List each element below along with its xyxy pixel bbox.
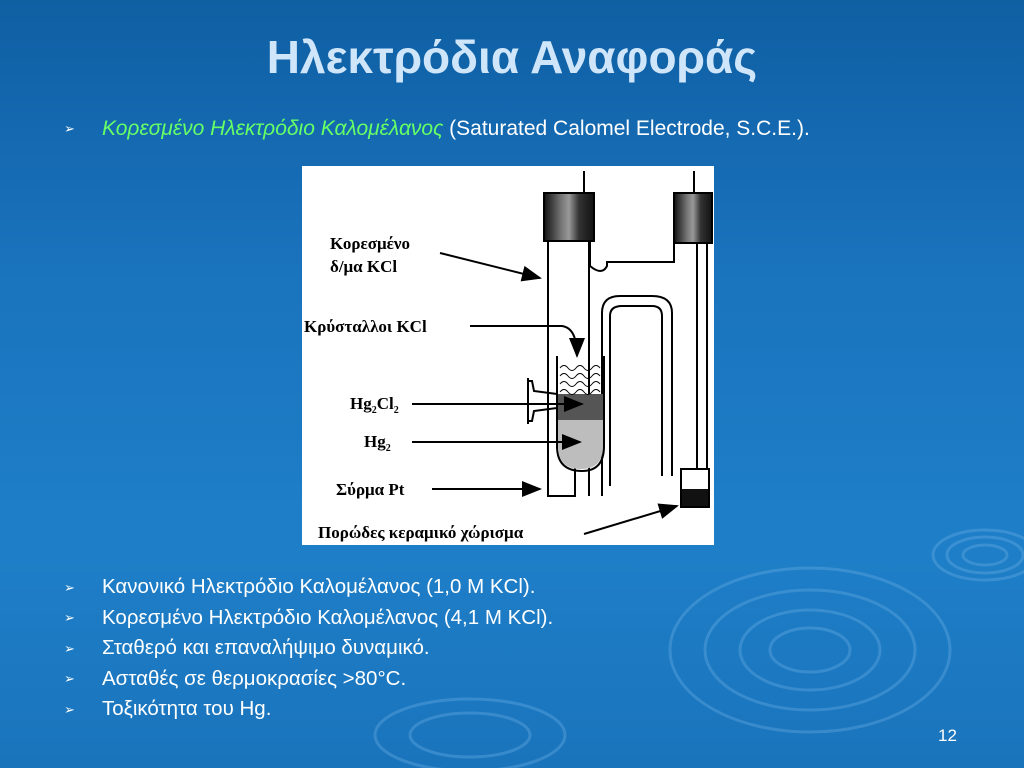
hg-layer (558, 420, 603, 469)
kcl-crystals (560, 366, 600, 395)
hg2cl2-layer (558, 394, 603, 420)
label-hg2cl2: $Hg_2Cl_2$ (350, 394, 399, 416)
bullet-arrow-icon: ➢ (64, 579, 75, 595)
electrode-diagram (302, 166, 714, 545)
label-saturated-1: Κορεσμένο (330, 234, 411, 253)
bullet-arrow-icon: ➢ (64, 671, 75, 687)
arrow-crystals (470, 326, 577, 356)
intro-plain-text: (Saturated Calomel Electrode, S.C.E.). (443, 117, 810, 140)
page-number: 12 (938, 726, 957, 745)
label-porous: Πορώδες κεραμικό χώρισμα (318, 523, 524, 542)
bullet-arrow-icon: ➢ (64, 610, 75, 626)
list-item: ➢ Ασταθές σε θερμοκρασίες >80°C. (64, 666, 407, 690)
intro-bullet (64, 117, 810, 141)
arrow-saturated (440, 253, 540, 278)
slide-title: Ηλεκτρόδια Αναφοράς (266, 31, 758, 83)
label-crystals: Κρύσταλλοι KCl (304, 317, 427, 336)
arrow-porous (584, 506, 677, 534)
label-saturated-2: δ/μα KCl (330, 257, 398, 276)
calomel-electrode-figure (302, 166, 714, 545)
bullet-list (64, 575, 553, 728)
label-pt-wire: Σύρμα Pt (336, 480, 405, 499)
bullet-arrow-icon: ➢ (64, 640, 75, 656)
label-hg2: $Hg_2$ (364, 432, 391, 454)
right-cap (674, 193, 712, 243)
list-item: ➢ Κανονικό Ηλεκτρόδιο Καλομέλανος (1,0 M KCl). (64, 575, 536, 598)
intro-italic-text: Κορεσμένο Ηλεκτρόδιο Καλομέλανος (102, 117, 444, 140)
list-item: ➢ Τοξικότητα του Hg. (64, 697, 272, 720)
bullet-arrow-icon: ➢ (64, 121, 75, 137)
list-item: ➢ Σταθερό και επαναλήψιμο δυναμικό. (64, 636, 430, 659)
list-item: ➢ Κορεσμένο Ηλεκτρόδιο Καλομέλανος (4,1 M KCl). (64, 605, 554, 629)
bullet-arrow-icon: ➢ (64, 701, 75, 717)
left-cap (544, 193, 594, 241)
